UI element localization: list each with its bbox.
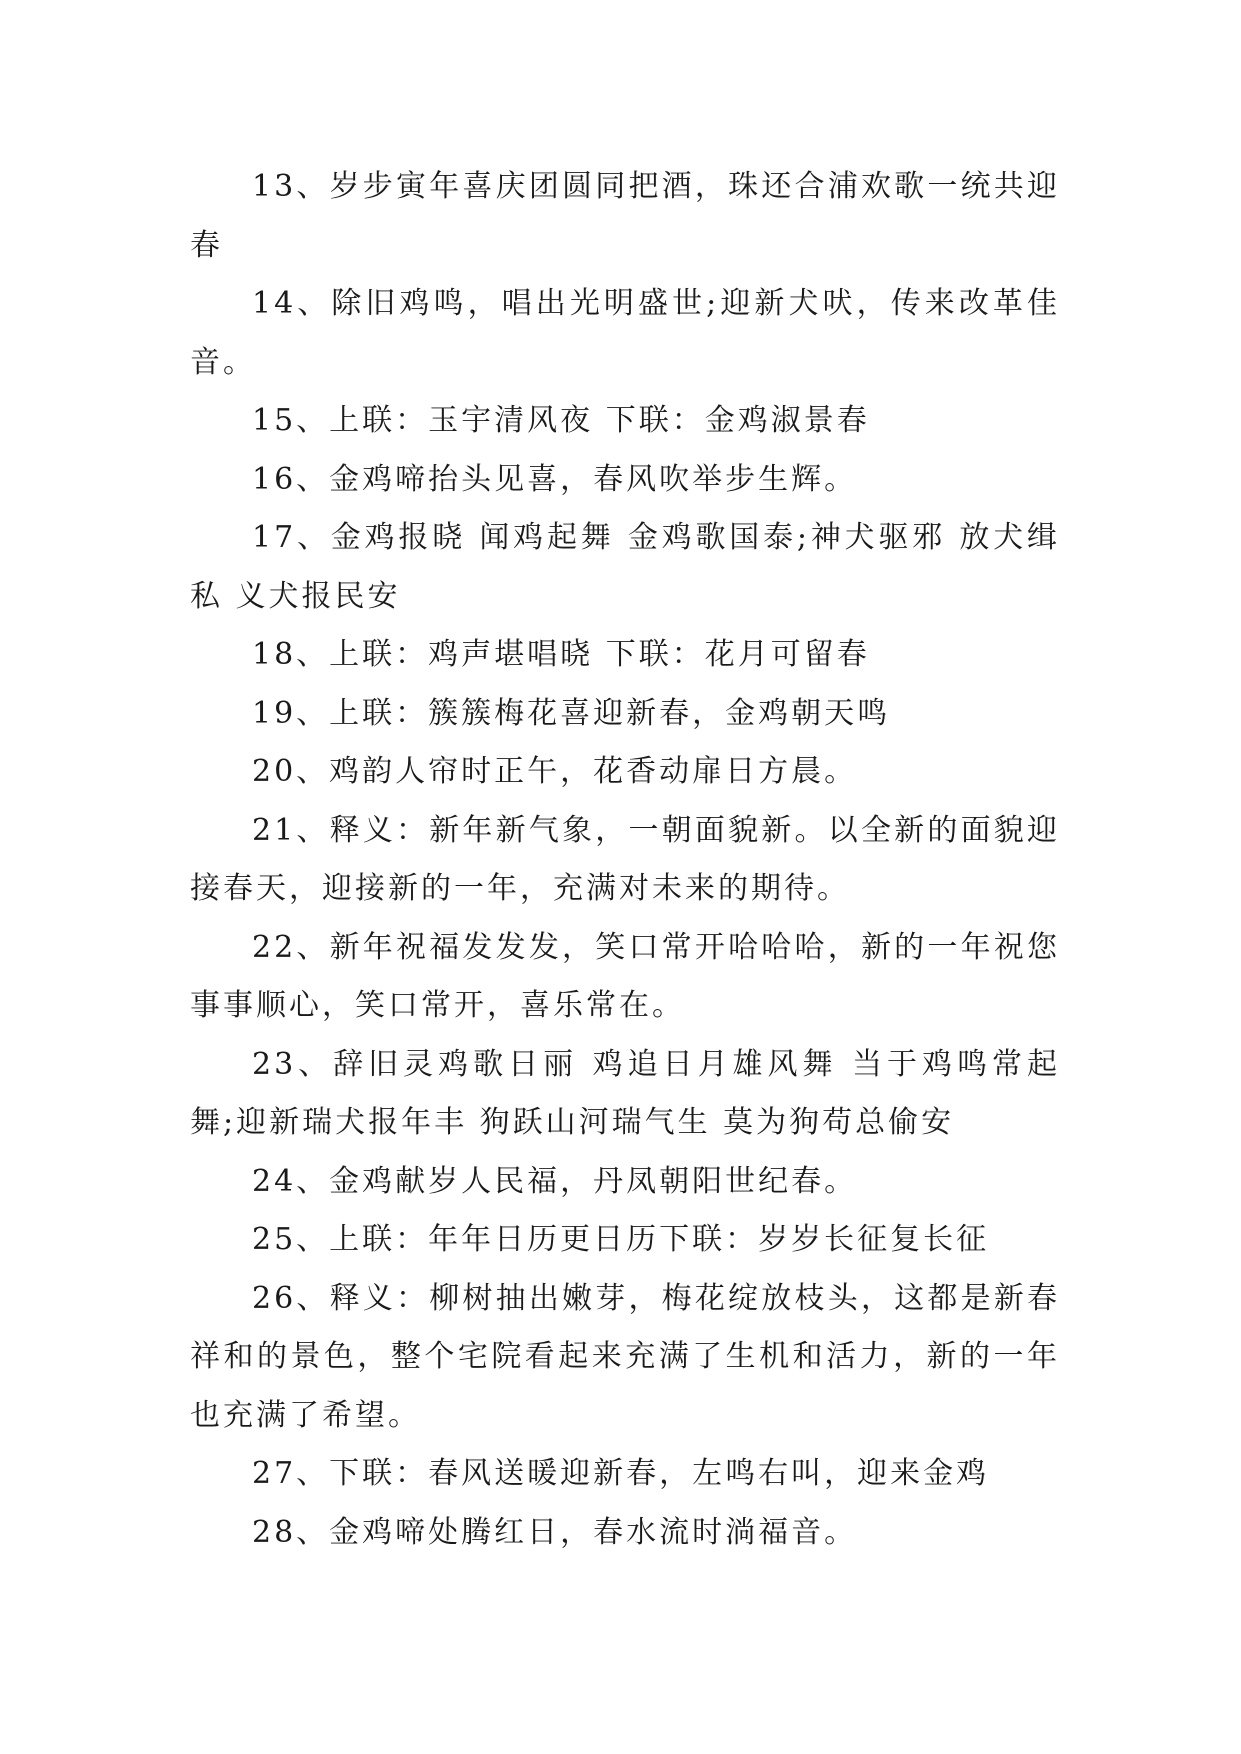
couplet-19: 19、上联：簇簇梅花喜迎新春，金鸡朝天鸣 <box>252 695 891 731</box>
couplet-14: 14、除旧鸡鸣，唱出光明盛世;迎新犬吠，传来改革佳音。 <box>190 286 1060 380</box>
couplet-28: 28、金鸡啼处腾红日，春水流时淌福音。 <box>252 1514 858 1550</box>
couplet-23: 23、辞旧灵鸡歌日丽 鸡追日月雄风舞 当于鸡鸣常起舞;迎新瑞犬报年丰 狗跃山河瑞气生 莫为狗苟总偷安 <box>190 1046 1060 1140</box>
document-body <box>190 158 1060 1562</box>
couplet-26: 26、释义：柳树抽出嫩芽，梅花绽放枝头，这都是新春祥和的景色，整个宅院看起来充满了生机和活力，新的一年也充满了希望。 <box>190 1280 1060 1433</box>
couplet-22: 22、新年祝福发发发，笑口常开哈哈哈，新的一年祝您事事顺心，笑口常开，喜乐常在。 <box>190 929 1060 1023</box>
couplet-21: 21、释义：新年新气象，一朝面貌新。以全新的面貌迎接春天，迎接新的一年，充满对未来的期待。 <box>190 812 1060 906</box>
couplet-27: 27、下联：春风送暖迎新春，左鸣右叫，迎来金鸡 <box>252 1456 990 1491</box>
couplet-18: 18、上联：鸡声堪唱晓 下联：花月可留春 <box>252 637 870 672</box>
couplet-16: 16、金鸡啼抬头见喜，春风吹举步生辉。 <box>252 461 858 497</box>
couplet-25: 25、上联：年年日历更日历下联：岁岁长征复长征 <box>252 1222 990 1257</box>
couplet-20: 20、鸡韵人帘时正午，花香动扉日方晨。 <box>252 754 858 789</box>
couplet-15: 15、上联：玉宇清风夜 下联：金鸡淑景春 <box>252 403 870 438</box>
couplet-13: 13、岁步寅年喜庆团圆同把酒，珠还合浦欢歌一统共迎春 <box>190 169 1060 263</box>
couplet-24: 24、金鸡献岁人民福，丹凤朝阳世纪春。 <box>252 1163 858 1199</box>
couplet-17: 17、金鸡报晓 闻鸡起舞 金鸡歌国泰;神犬驱邪 放犬缉私 义犬报民安 <box>190 520 1060 614</box>
